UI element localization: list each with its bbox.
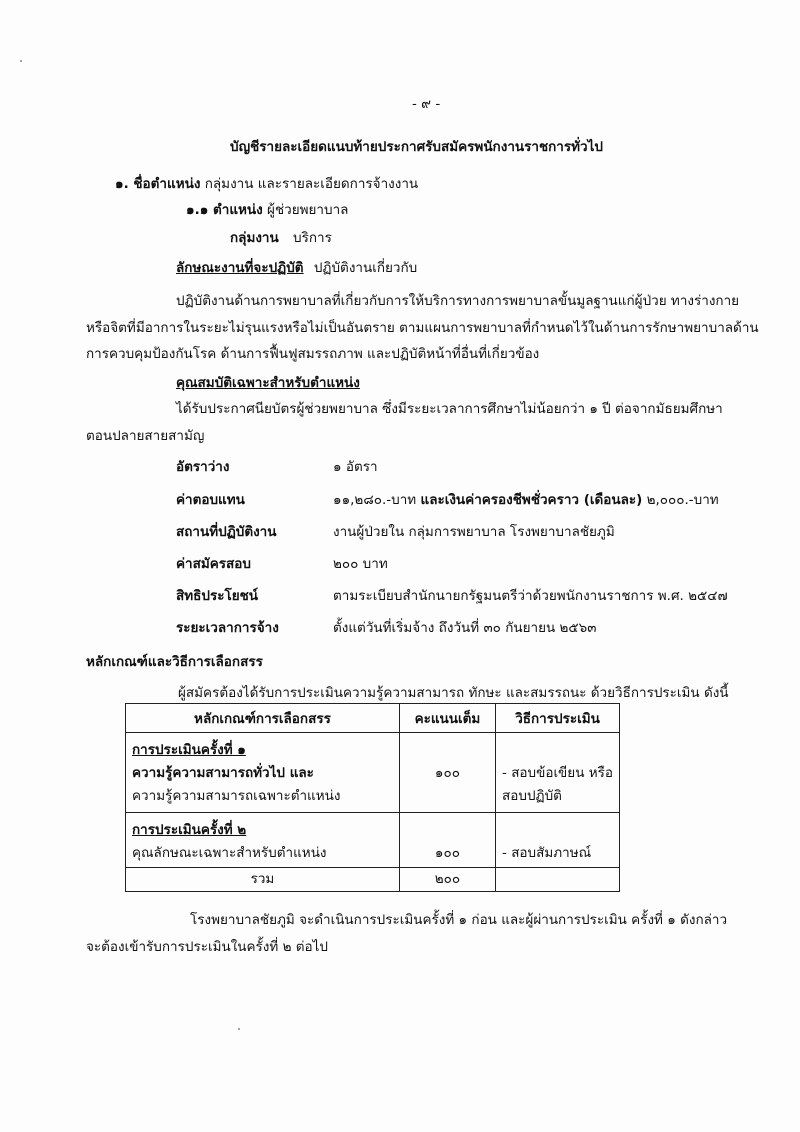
round-1-criteria bbox=[126, 733, 400, 813]
duty-line: ปฏิบัติงานด้านการพยาบาลที่เกี่ยวกับการให้บริการทางการพยาบาลขั้นมูลฐานแก่ผู้ป่วย ทางร่างกาย bbox=[176, 293, 740, 309]
round-2-title: การประเมินครั้งที่ ๒ bbox=[132, 822, 247, 838]
section-1-label: ๑. ชื่อตำแหน่ง bbox=[115, 176, 201, 192]
round-2-score bbox=[399, 813, 495, 868]
section-1-text: กลุ่มงาน และรายละเอียดการจ้างงาน bbox=[204, 176, 419, 192]
qualification-heading: คุณสมบัติเฉพาะสำหรับตำแหน่ง bbox=[176, 375, 360, 391]
round-1-line-1: ความรู้ความสามารถทั่วไป และ bbox=[132, 765, 314, 781]
page-number: - ๙ - bbox=[412, 96, 441, 112]
criteria-table bbox=[125, 703, 620, 892]
table-header-row bbox=[126, 704, 620, 733]
vacancy-label: อัตราว่าง bbox=[176, 459, 230, 475]
round-1-score-text: ๑๐๐ bbox=[434, 765, 460, 781]
duty-line: หรือจิตที่มีอาการในระยะไม่รุนแรงหรือไม่เป็นอันตราย ตามแผนการพยาบาลที่กำหนดไว้ในด้านการรักษาพยาบาลด้าน bbox=[86, 320, 759, 336]
round-1-line-2: ความรู้ความสามารถเฉพาะตำแหน่ง bbox=[132, 788, 341, 804]
duty-value: ปฏิบัติงานเกี่ยวกับ bbox=[313, 260, 418, 276]
closing-line: โรงพยาบาลชัยภูมิ จะดำเนินการประเมินครั้งที่ ๑ ก่อน และผู้ผ่านการประเมิน ครั้งที่ ๑ ดังกล่าว bbox=[190, 912, 728, 928]
group-row bbox=[230, 226, 332, 248]
total-method-empty bbox=[496, 868, 620, 892]
round-2-method-text: - สอบสัมภาษณ์ bbox=[502, 845, 592, 861]
workplace-label: สถานที่ปฏิบัติงาน bbox=[176, 524, 277, 540]
benefits-label: สิทธิประโยชน์ bbox=[176, 588, 259, 604]
header-criteria: หลักเกณฑ์การเลือกสรร bbox=[126, 704, 400, 733]
position-label: ๑.๑ ตำแหน่ง bbox=[186, 202, 263, 218]
round-1-title: การประเมินครั้งที่ ๑ bbox=[132, 742, 246, 758]
employment-period-label: ระยะเวลาการจ้าง bbox=[176, 620, 279, 636]
criteria-heading: หลักเกณฑ์และวิธีการเลือกสรร bbox=[86, 654, 263, 670]
header-full-score: คะแนนเต็ม bbox=[399, 704, 495, 733]
vacancy-value: ๑ อัตรา bbox=[333, 459, 378, 475]
group-label: กลุ่มงาน bbox=[230, 230, 279, 246]
position-value: ผู้ช่วยพยาบาล bbox=[267, 202, 349, 218]
round-2-method bbox=[496, 813, 620, 868]
group-value: บริการ bbox=[293, 230, 332, 246]
duty-row bbox=[176, 256, 417, 278]
salary-label: ค่าตอบแทน bbox=[176, 492, 245, 508]
total-score bbox=[399, 868, 495, 892]
duty-line: การควบคุมป้องกันโรค ด้านการฟื้นฟูสมรรถภาพ และปฏิบัติหน้าที่อื่นที่เกี่ยวข้อง bbox=[86, 346, 540, 362]
round-1-method-line-1: - สอบข้อเขียน หรือ bbox=[502, 765, 613, 781]
employment-period-value: ตั้งแต่วันที่เริ่มจ้าง ถึงวันที่ ๓๐ กันยายน ๒๕๖๓ bbox=[333, 620, 597, 636]
total-label bbox=[126, 868, 400, 892]
scan-speck bbox=[20, 60, 22, 62]
closing-line: จะต้องเข้ารับการประเมินในครั้งที่ ๒ ต่อไป bbox=[86, 939, 328, 955]
header-method: วิธีการประเมิน bbox=[496, 704, 620, 733]
application-fee-value: ๒๐๐ บาท bbox=[333, 556, 388, 572]
round-2-score-text: ๑๐๐ bbox=[434, 845, 460, 861]
total-score-text: ๒๐๐ bbox=[434, 871, 461, 887]
duty-label: ลักษณะงานที่จะปฏิบัติ bbox=[176, 260, 304, 276]
round-1-method-line-2: สอบปฏิบัติ bbox=[502, 788, 562, 804]
salary-value bbox=[333, 488, 719, 510]
table-row bbox=[126, 813, 620, 868]
workplace-value: งานผู้ป่วยใน กลุ่มการพยาบาล โรงพยาบาลชัยภูมิ bbox=[333, 524, 615, 540]
salary-amount: ๑๑,๒๘๐.-บาท bbox=[333, 492, 417, 508]
round-2-criteria bbox=[126, 813, 400, 868]
criteria-intro: ผู้สมัครต้องได้รับการประเมินความรู้ความสามารถ ทักษะ และสมรรถนะ ด้วยวิธีการประเมิน ดังนี้ bbox=[178, 685, 729, 701]
position-row bbox=[186, 198, 348, 220]
table-total-row bbox=[126, 868, 620, 892]
total-label-text: รวม bbox=[250, 871, 275, 887]
qualification-line: ตอนปลายสายสามัญ bbox=[86, 428, 205, 444]
allowance-label: และเงินค่าครองชีพชั่วคราว (เดือนละ) bbox=[420, 492, 643, 508]
allowance-amount: ๒,๐๐๐.-บาท bbox=[646, 492, 719, 508]
round-2-line-1: คุณลักษณะเฉพาะสำหรับตำแหน่ง bbox=[132, 845, 327, 861]
scan-speck bbox=[238, 1028, 240, 1030]
qualification-line: ได้รับประกาศนียบัตรผู้ช่วยพยาบาล ซึ่งมีระยะเวลาการศึกษาไม่น้อยกว่า ๑ ปี ต่อจากมัธยมศึกษา bbox=[176, 401, 723, 417]
section-1-heading bbox=[115, 172, 418, 194]
table-row bbox=[126, 733, 620, 813]
application-fee-label: ค่าสมัครสอบ bbox=[176, 556, 251, 572]
document-title: บัญชีรายละเอียดแนบท้ายประกาศรับสมัครพนักงานราชการทั่วไป bbox=[230, 139, 603, 155]
benefits-value: ตามระเบียบสำนักนายกรัฐมนตรีว่าด้วยพนักงานราชการ พ.ศ. ๒๕๔๗ bbox=[333, 588, 728, 604]
round-1-method bbox=[496, 733, 620, 813]
round-1-score bbox=[399, 733, 495, 813]
